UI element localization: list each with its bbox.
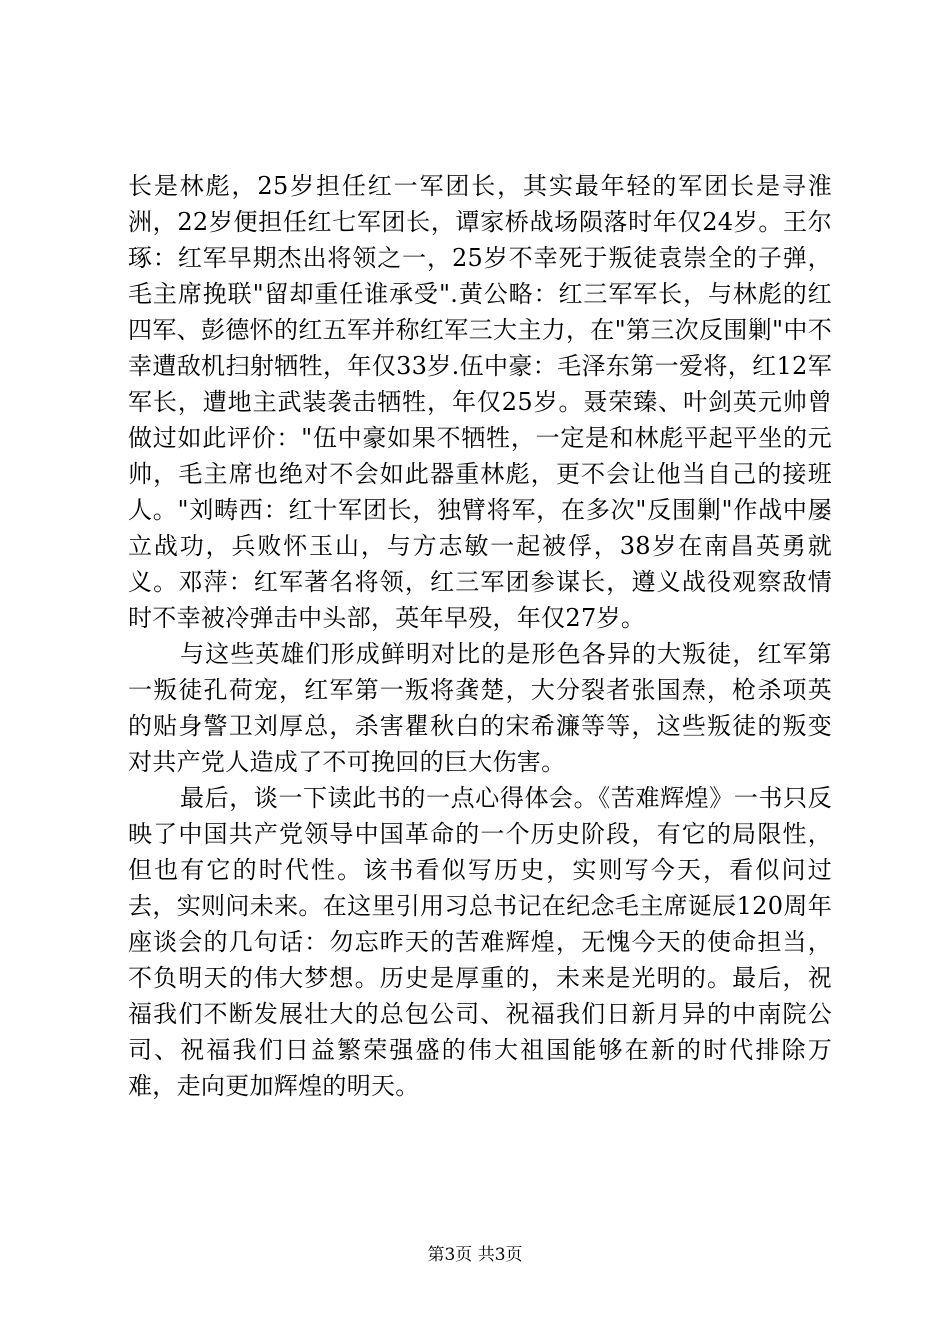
- paragraph-2: 与这些英雄们形成鲜明对比的是形色各异的大叛徒，红军第一叛徒孔荷宠，红军第一叛将龚楚，大分裂者张国焘，枪杀项英的贴身警卫刘厚总，杀害瞿秋白的宋希濂等等，这些叛徒的叛变对共产党人造成了不可挽回的巨大伤害。: [128, 640, 832, 776]
- paragraph-1: 长是林彪，25岁担任红一军团长，其实最年轻的军团长是寻淮洲，22岁便担任红七军团长，谭家桥战场陨落时年仅24岁。王尔琢：红军早期杰出将领之一，25岁不幸死于叛徒袁崇全的子弹，毛主席挽联"留却重任谁承受".黄公略：红三军军长，与林彪的红四军、彭德怀的红五军并称红军三大主力，在"第三次反围剿"中不幸遭敌机扫射牺牲，年仅33岁.伍中豪：毛泽东第一爱将，红12军军长，遭地主武装袭击牺牲，年仅25岁。聂荣臻、叶剑英元帅曾做过如此评价："伍中豪如果不牺牲，一定是和林彪平起平坐的元帅，毛主席也绝对不会如此器重林彪，更不会让他当自己的接班人。"刘畴西：红十军团长，独臂将军，在多次"反围剿"作战中屡立战功，兵败怀玉山，与方志敏一起被俘，38岁在南昌英勇就义。邓萍：红军著名将领，红三军团参谋长，遵义战役观察敌情时不幸被冷弹击中头部，英年早殁，年仅27岁。: [128, 172, 832, 632]
- paragraph-3: 最后，谈一下读此书的一点心得体会。《苦难辉煌》一书只反映了中国共产党领导中国革命的一个历史阶段，有它的局限性，但也有它的时代性。该书看似写历史，实则写今天，看似问过去，实则问未来。在这里引用习总书记在纪念毛主席诞辰120周年座谈会的几句话：勿忘昨天的苦难辉煌，无愧今天的使命担当，不负明天的伟大梦想。历史是厚重的，未来是光明的。最后，祝福我们不断发展壮大的总包公司、祝福我们日新月异的中南院公司、祝福我们日益繁荣强盛的伟大祖国能够在新的时代排除万难，走向更加辉煌的明天。: [128, 784, 832, 1100]
- body-text: [128, 168, 832, 1104]
- page-footer: 第3页 共3页: [427, 1245, 523, 1265]
